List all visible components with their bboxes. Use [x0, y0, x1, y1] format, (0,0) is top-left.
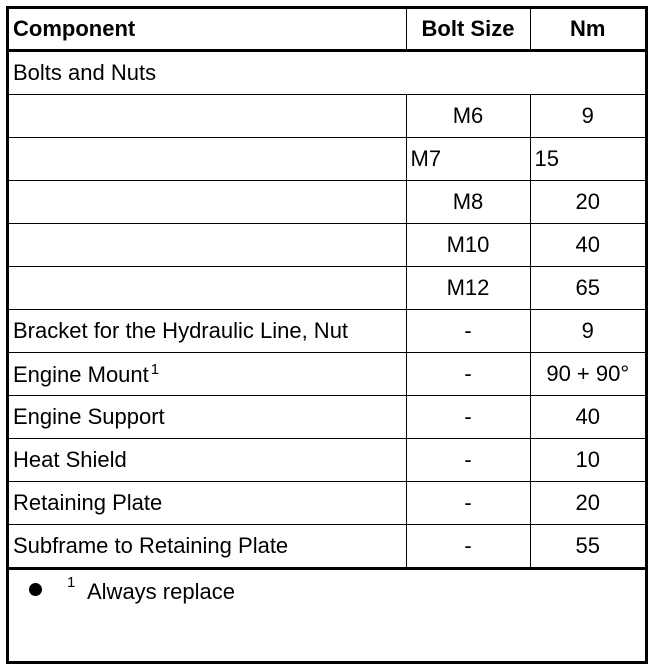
- component-cell: [9, 181, 406, 224]
- table-row: [9, 310, 645, 353]
- component-label: Engine Mount: [13, 361, 149, 387]
- bolt-size-cell: -: [406, 439, 530, 482]
- footnote-marker: 1: [67, 574, 76, 591]
- bolt-size-cell: M12: [406, 267, 530, 310]
- header-nm: Nm: [530, 9, 645, 51]
- nm-cell: 9: [530, 310, 645, 353]
- nm-cell: 20: [530, 482, 645, 525]
- table-row: [9, 396, 645, 439]
- nm-cell: 40: [530, 396, 645, 439]
- bolt-size-cell: -: [406, 353, 530, 396]
- bolt-size-cell: -: [406, 310, 530, 353]
- bolt-size-cell: M8: [406, 181, 530, 224]
- nm-cell: 40: [530, 224, 645, 267]
- nm-cell: 9: [530, 95, 645, 138]
- component-cell: Retaining Plate: [9, 482, 406, 525]
- bullet-icon: [29, 583, 42, 596]
- table-row: [9, 224, 645, 267]
- table-row: [9, 267, 645, 310]
- table-row: [9, 482, 645, 525]
- bolt-size-cell: M6: [406, 95, 530, 138]
- bolt-size-cell: M7: [406, 138, 530, 181]
- component-cell: Engine Support: [9, 396, 406, 439]
- bolt-size-cell: M10: [406, 224, 530, 267]
- component-cell: Heat Shield: [9, 439, 406, 482]
- table-row: [9, 95, 645, 138]
- bolt-size-cell: -: [406, 525, 530, 569]
- footnote-text: Always replace: [87, 579, 235, 604]
- nm-cell: 10: [530, 439, 645, 482]
- bolt-size-cell: -: [406, 396, 530, 439]
- nm-cell: 55: [530, 525, 645, 569]
- table-row: [9, 181, 645, 224]
- component-cell: [9, 95, 406, 138]
- component-cell: [9, 138, 406, 181]
- component-cell: Subframe to Retaining Plate: [9, 525, 406, 569]
- torque-spec-table: [9, 9, 645, 570]
- table-row: [9, 138, 645, 181]
- table-row: [9, 353, 645, 396]
- header-row: [9, 9, 645, 51]
- bolt-size-cell: -: [406, 482, 530, 525]
- torque-spec-table-frame: [6, 6, 648, 664]
- component-cell: Bracket for the Hydraulic Line, Nut: [9, 310, 406, 353]
- nm-cell: 15: [530, 138, 645, 181]
- nm-cell: 90 + 90°: [530, 353, 645, 396]
- nm-cell: 20: [530, 181, 645, 224]
- section-title: Bolts and Nuts: [9, 51, 645, 95]
- table-row: [9, 525, 645, 569]
- section-row: [9, 51, 645, 95]
- nm-cell: 65: [530, 267, 645, 310]
- header-component: Component: [9, 9, 406, 51]
- header-bolt-size: Bolt Size: [406, 9, 530, 51]
- component-cell: [9, 224, 406, 267]
- table-row: [9, 439, 645, 482]
- component-cell: [9, 353, 406, 396]
- component-cell: [9, 267, 406, 310]
- footnote-ref: 1: [150, 360, 160, 378]
